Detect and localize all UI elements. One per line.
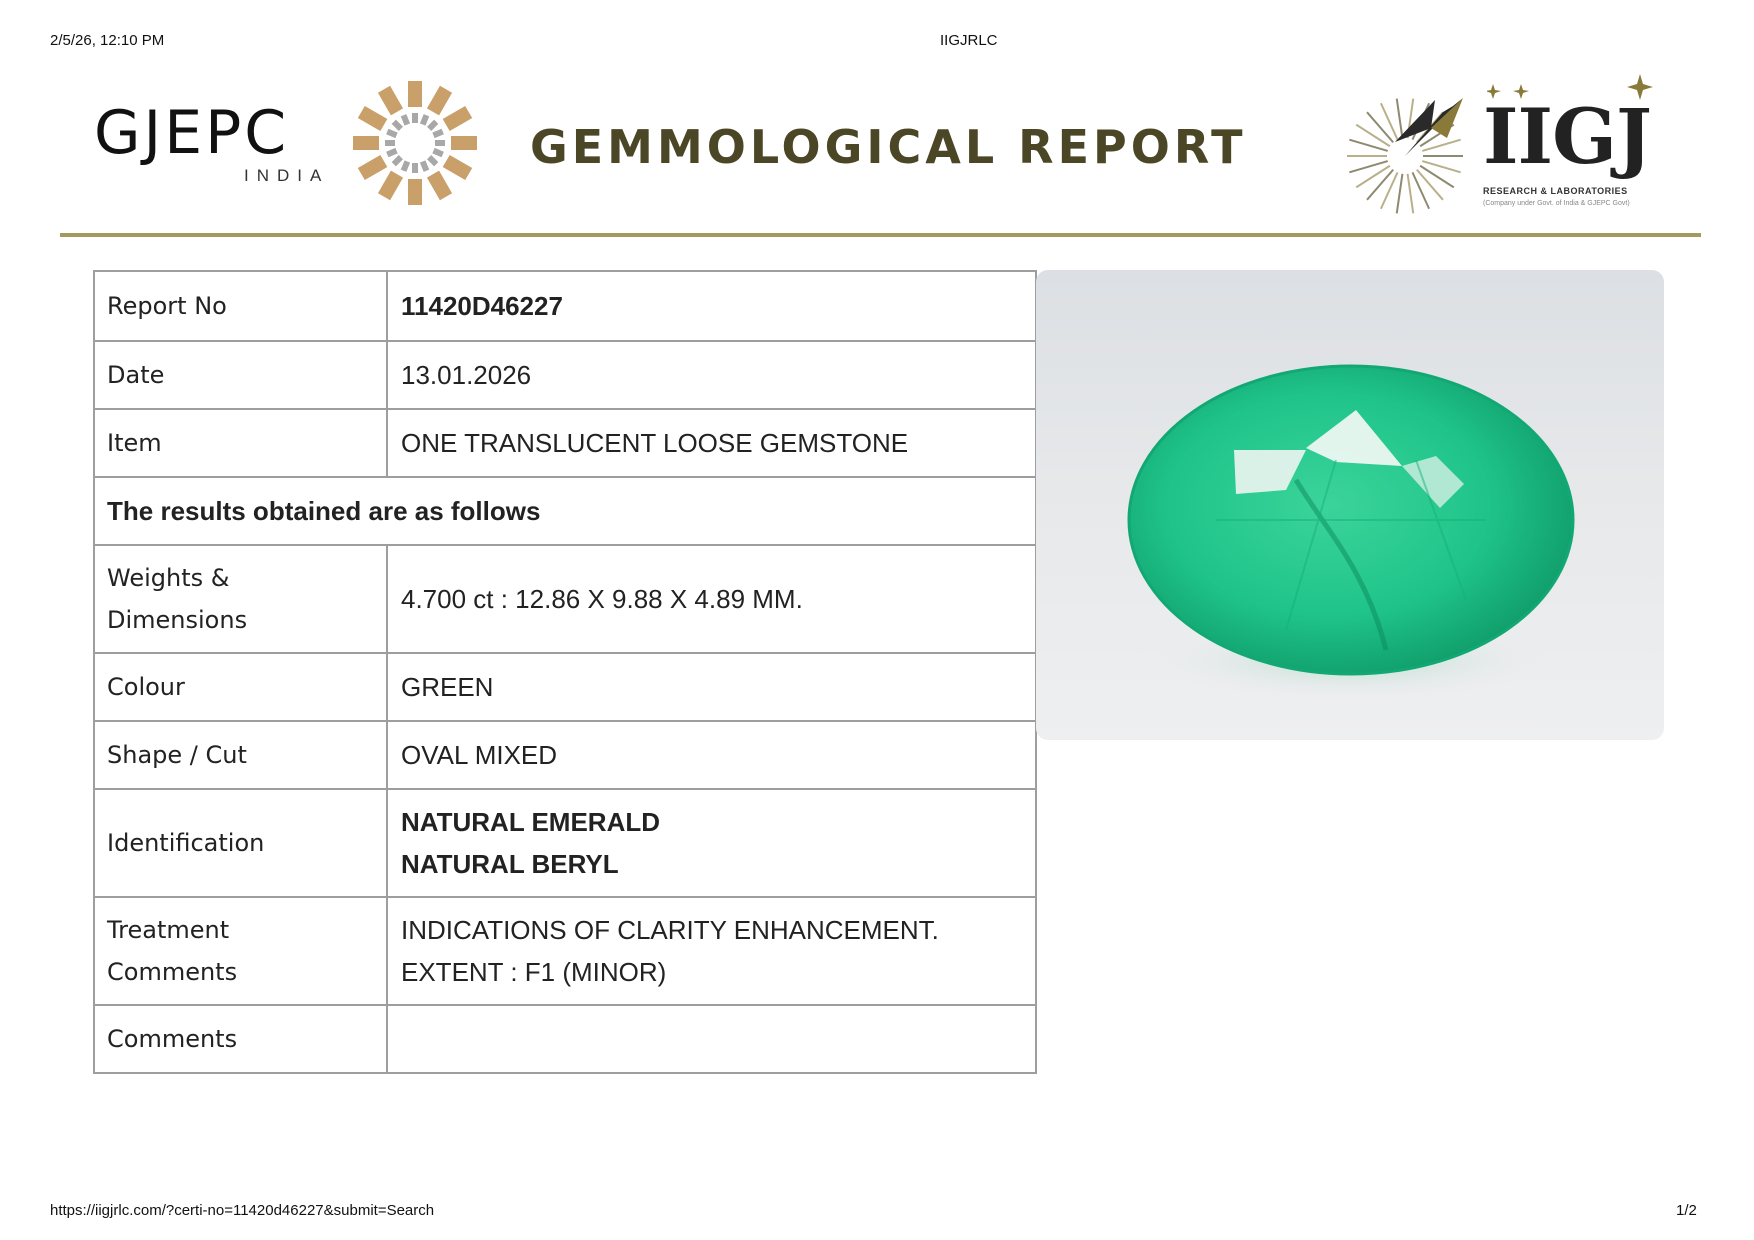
treatment-label bbox=[94, 897, 387, 1005]
gjepc-logo-india: INDIA bbox=[244, 166, 330, 185]
date-value: 13.01.2026 bbox=[387, 341, 1036, 409]
iigj-logo-word: IIGJ bbox=[1483, 92, 1651, 181]
treatment-label-line2: Comments bbox=[107, 958, 238, 986]
report-no-value: 11420D46227 bbox=[387, 271, 1036, 341]
shape-value: OVAL MIXED bbox=[387, 721, 1036, 789]
identification-line1: NATURAL EMERALD bbox=[401, 807, 661, 837]
gjepc-sun-icon bbox=[350, 78, 480, 208]
print-datetime: 2/5/26, 12:10 PM bbox=[50, 32, 165, 49]
row-results-heading bbox=[94, 477, 1036, 545]
identification-line2: NATURAL BERYL bbox=[401, 849, 619, 879]
shape-label: Shape / Cut bbox=[94, 721, 387, 789]
row-weights bbox=[94, 545, 1036, 653]
identification-label: Identification bbox=[94, 789, 387, 897]
iigj-logo-sub: RESEARCH & LABORATORIES bbox=[1483, 186, 1628, 196]
iigj-logo-sub2: (Company under Govt. of India & GJEPC Govt) bbox=[1483, 200, 1630, 207]
row-colour bbox=[94, 653, 1036, 721]
row-comments bbox=[94, 1005, 1036, 1073]
colour-value: GREEN bbox=[387, 653, 1036, 721]
treatment-label-line1: Treatment bbox=[107, 916, 230, 944]
item-value: ONE TRANSLUCENT LOOSE GEMSTONE bbox=[387, 409, 1036, 477]
row-treatment bbox=[94, 897, 1036, 1005]
row-report-no bbox=[94, 271, 1036, 341]
header-divider bbox=[60, 233, 1701, 237]
iigj-logo bbox=[1335, 78, 1675, 218]
report-table bbox=[93, 270, 1037, 1074]
row-shape bbox=[94, 721, 1036, 789]
iigj-burst-icon bbox=[1335, 78, 1475, 218]
results-heading: The results obtained are as follows bbox=[94, 477, 1036, 545]
gjepc-logo-word: GJEPC bbox=[94, 98, 290, 168]
weights-label-line1: Weights & bbox=[107, 564, 230, 592]
date-label: Date bbox=[94, 341, 387, 409]
weights-value: 4.700 ct : 12.86 X 9.88 X 4.89 MM. bbox=[387, 545, 1036, 653]
weights-label-line2: Dimensions bbox=[107, 606, 248, 634]
comments-label: Comments bbox=[94, 1005, 387, 1073]
print-site-title: IIGJRLC bbox=[940, 32, 998, 49]
row-date bbox=[94, 341, 1036, 409]
item-label: Item bbox=[94, 409, 387, 477]
page-title: GEMMOLOGICAL REPORT bbox=[530, 120, 1247, 174]
gemstone-photo bbox=[1036, 270, 1664, 740]
row-item bbox=[94, 409, 1036, 477]
print-page-number: 1/2 bbox=[1676, 1202, 1697, 1219]
treatment-value bbox=[387, 897, 1036, 1005]
comments-value bbox=[387, 1005, 1036, 1073]
identification-value bbox=[387, 789, 1036, 897]
weights-label bbox=[94, 545, 387, 653]
print-url: https://iigjrlc.com/?certi-no=11420d46227&submit=Search bbox=[50, 1202, 435, 1219]
colour-label: Colour bbox=[94, 653, 387, 721]
treatment-line2: EXTENT : F1 (MINOR) bbox=[401, 957, 667, 987]
treatment-line1: INDICATIONS OF CLARITY ENHANCEMENT. bbox=[401, 915, 939, 945]
row-identification bbox=[94, 789, 1036, 897]
report-no-label: Report No bbox=[94, 271, 387, 341]
